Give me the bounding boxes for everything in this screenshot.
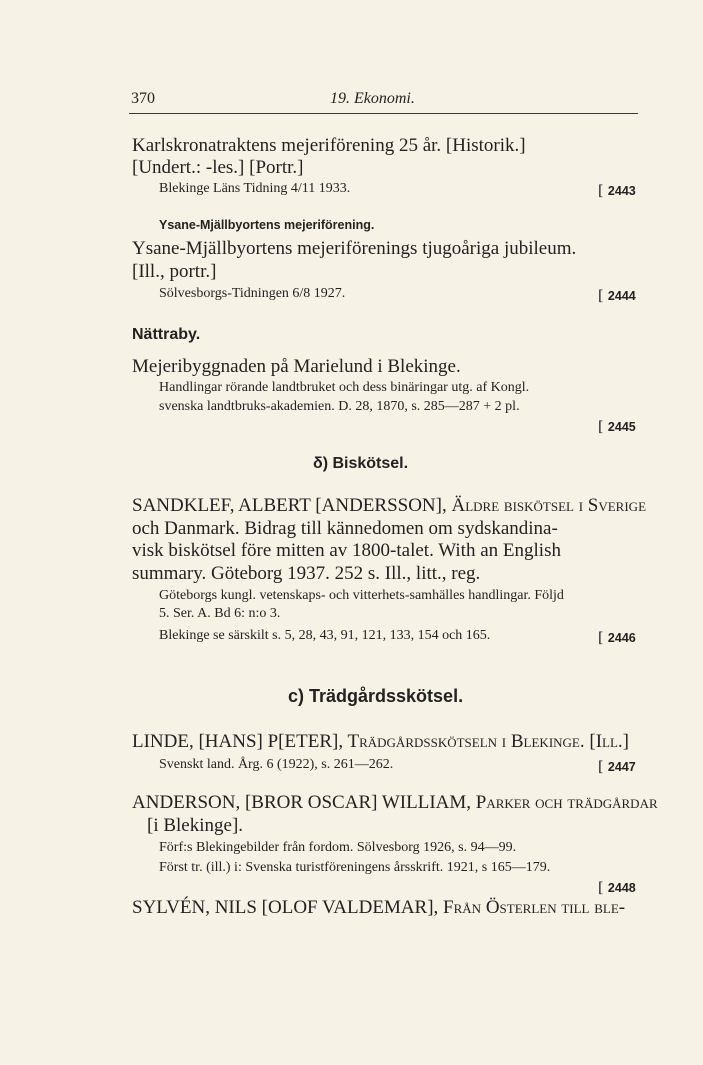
entry-2445-source-2: svenska landtbruks-akademien. D. 28, 1870, s. 285—287 + 2 pl. xyxy=(159,399,520,414)
page-number: 370 xyxy=(131,90,155,107)
section-heading-tradgardsskotsel: c) Trädgårdsskötsel. xyxy=(288,686,464,706)
entry-2443-source: Blekinge Läns Tidning 4/11 1933. xyxy=(159,181,351,196)
entry-continued-line-1: SYLVÉN, NILS [OLOF VALDEMAR], Från Österlen till ble- xyxy=(132,897,626,918)
entry-2445-source-1: Handlingar rörande landtbruket och dess binäringar utg. af Kongl. xyxy=(159,380,530,395)
entry-2447-source: Svenskt land. Årg. 6 (1922), s. 261—262. xyxy=(159,757,394,772)
entry-2447-line-1: LINDE, [HANS] P[ETER], Trädgårdsskötseln i Blekinge. [Ill.] xyxy=(132,731,629,752)
entry-2448-line-2: [i Blekinge]. xyxy=(147,815,244,836)
entry-2446-source-2: 5. Ser. A. Bd 6: n:o 3. xyxy=(159,606,281,621)
entry-2446-line-4: summary. Göteborg 1937. 252 s. Ill., litt., reg. xyxy=(132,563,481,584)
entry-2448-source-1: Förf:s Blekingebilder från fordom. Sölvesborg 1926, s. 94—99. xyxy=(159,840,517,855)
entry-2445-subheading: Nättraby. xyxy=(132,326,201,343)
entry-2444-source: Sölvesborgs-Tidningen 6/8 1927. xyxy=(159,286,346,301)
entry-2446-source-1: Göteborgs kungl. vetenskaps- och vitterhets-samhälles handlingar. Följd xyxy=(159,588,564,603)
entry-2446-line-3: visk biskötsel före mitten av 1800-talet. With an English xyxy=(132,540,561,561)
entry-2445-line-1: Mejeribyggnaden på Marielund i Blekinge. xyxy=(132,356,461,377)
header-rule xyxy=(129,113,638,114)
entry-2446-source-3: Blekinge se särskilt s. 5, 28, 43, 91, 121, 133, 154 och 165. xyxy=(159,628,491,643)
entry-2448-source-2: Först tr. (ill.) i: Svenska turistföreningens årsskrift. 1921, s 165—179. xyxy=(159,860,551,875)
entry-number-2444: [ 2444 xyxy=(598,288,636,304)
entry-2444-subheading: Ysane-Mjällbyortens mejeriförening. xyxy=(159,218,375,232)
entry-2444-line-2: [Ill., portr.] xyxy=(132,261,217,282)
entry-2446-line-1: SANDKLEF, ALBERT [ANDERSSON], Äldre biskötsel i Sverige xyxy=(132,495,647,516)
entry-2446-line-2: och Danmark. Bidrag till kännedomen om sydskandina- xyxy=(132,518,558,539)
entry-2443-line-2: [Undert.: -les.] [Portr.] xyxy=(132,157,304,178)
entry-number-2447: [ 2447 xyxy=(598,759,636,775)
entry-2448-line-1: ANDERSON, [BROR OSCAR] WILLIAM, Parker och trädgårdar xyxy=(132,792,658,813)
entry-2444-line-1: Ysane-Mjällbyortens mejeriförenings tjugoåriga jubileum. xyxy=(132,238,577,259)
entry-number-2445: [ 2445 xyxy=(598,419,636,435)
entry-number-2446: [ 2446 xyxy=(598,630,636,646)
entry-number-2448: [ 2448 xyxy=(598,880,636,896)
entry-2443-line-1: Karlskronatraktens mejeriförening 25 år. [Historik.] xyxy=(132,135,526,156)
entry-number-2443: [ 2443 xyxy=(598,183,636,199)
section-heading-biskotsel: δ) Biskötsel. xyxy=(313,455,409,472)
section-title: 19. Ekonomi. xyxy=(330,90,415,107)
